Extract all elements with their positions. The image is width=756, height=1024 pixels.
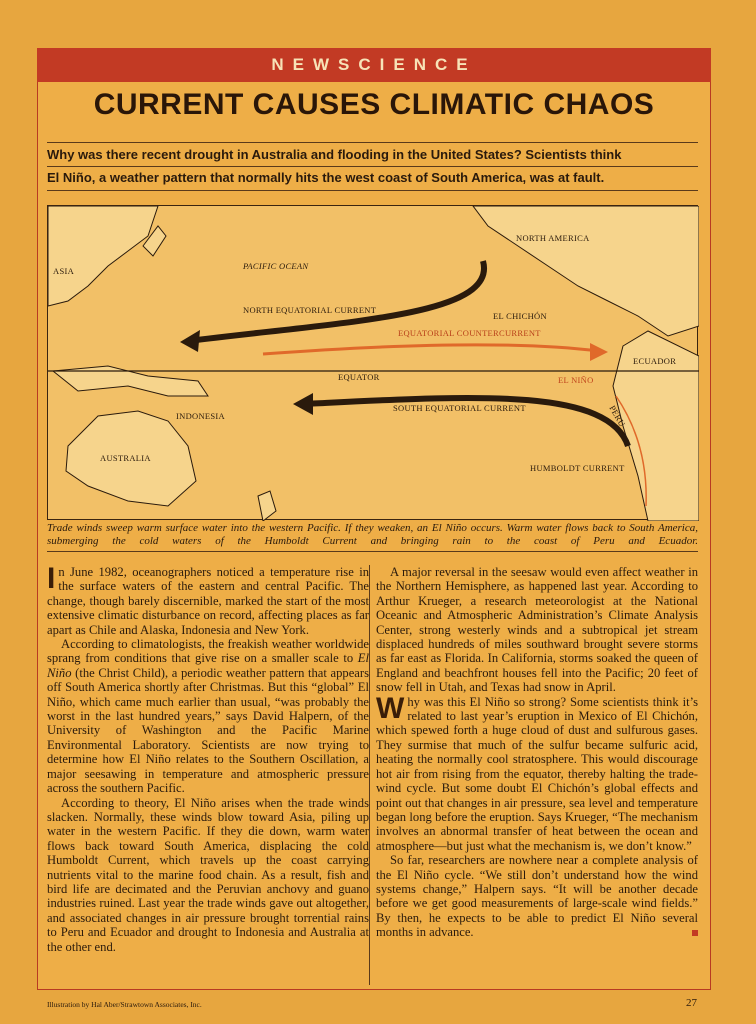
label-peru: PERU (607, 403, 628, 429)
drop-cap: W (376, 691, 405, 725)
label-el-chichon: EL CHICHÓN (493, 311, 547, 321)
label-australia: AUSTRALIA (100, 453, 151, 463)
label-north-equatorial-current: NORTH EQUATORIAL CURRENT (243, 305, 377, 315)
label-el-nino: EL NIÑO (558, 375, 594, 385)
paragraph (47, 637, 369, 795)
headline: CURRENT CAUSES CLIMATIC CHAOS (93, 88, 655, 121)
label-indonesia: INDONESIA (176, 411, 225, 421)
countercurrent-arrowhead (590, 343, 608, 361)
right-column (376, 565, 698, 940)
asia-land (48, 206, 158, 306)
north-equatorial-arrowhead (180, 330, 200, 352)
illustration-credit: Illustration by Hal Aber/Strawtown Associates, Inc. (47, 1000, 202, 1009)
countercurrent-arrow (263, 345, 598, 354)
paragraph: A major reversal in the seesaw would even affect weather in the Northern Hemisphere, as happened last year. According to Arthur Krueger, a research meteorologist at the National Oceanic and Atmospheric Administration’s Climate Analysis Center, strong westerly winds and a subtropical jet stream displaced hundreds of miles southward brought severe storms as far east as Florida. In California, storms soaked the queen of England and beachfront houses fell into the Pacific; 20 feet of snow fell in Utah, and Texas had snow in April. (376, 565, 698, 695)
left-column (47, 562, 369, 954)
page-number: 27 (686, 997, 697, 1009)
paragraph: According to theory, El Niño arises when the trade winds slacken. Normally, these winds blow toward Asia, piling up water in the western Pacific. If they die down, warm water flows back toward South America, displacing the cold Humboldt Current, which travels up the coast carrying nutrients vital to the marine food chain. As a result, fish and bird life are decimated and the Peruvian anchovy and guano industries ruined. Last year the trade winds gave out altogether, and associated changes in air pressure brought torrential rains to Peru and Ecuador and drought to Indonesia and Australia at the other end. (47, 795, 369, 954)
deck (47, 142, 698, 191)
map-caption: Trade winds sweep warm surface water into the western Pacific. If they weaken, an El Niño occurs. Warm water flows back to South America, submerging the cold waters of the Humboldt Current and bringing rain to the coast of Peru and Ecuador. (47, 522, 698, 552)
south-equatorial-arrowhead (293, 393, 313, 415)
paragraph-text: n June 1982, oceanographers noticed a temperature rise in the surface waters of the eastern and central Pacific. The change, though barely discernible, marked the start of the most extensive climatic disturbance on record, affecting places as far apart as Chile and Alaska, Indonesia and New York. (47, 565, 369, 637)
drop-cap: I (47, 562, 56, 595)
end-mark-icon (692, 930, 698, 936)
landmasses (48, 206, 699, 521)
new-zealand-land (258, 491, 276, 521)
label-equatorial-countercurrent: EQUATORIAL COUNTERCURRENT (398, 328, 541, 338)
paragraph-text: (the Christ Child), a periodic weather pattern that appears off South America shortly after Christmas. But this “global” El Niño, which came much earlier than usual, “was probably the worst in the last hundred years,” says David Halpern, of the University of Washington and the Pacific Marine Environmental Laboratory. Scientists are now trying to determine how El Niño relates to the Southern Oscillation, a major seesawing in temperature and atmospheric pressure across the southern Pacific. (47, 665, 369, 796)
deck-line: El Niño, a weather pattern that normally hits the west coast of South America, was at fault. (47, 170, 605, 185)
map-graphic (48, 206, 699, 521)
paragraph (47, 562, 369, 637)
paragraph-text: So far, researchers are nowhere near a complete analysis of the El Niño cycle. “We still don’t understand how the wind systems change,” Halpern says. “It will be another decade before we get good measurements of large-scale wind fields.” By then, he expects to be able to predict El Niño several months in advance. (376, 853, 698, 940)
paragraph-text: hy was this El Niño so strong? Some scientists think it’s related to last year’s eruption in Mexico of El Chichón, which spewed forth a huge cloud of dust and sulfurous gases. They surmise that much of the sulfur became sulfuric acid, heating the normally cool stratosphere. This would discourage hot air from rising from the equator, thereby halting the trade-wind cycle. But some doubt El Chichón’s global effects and point out that changes in air pressure, sea level and temperature began long before the eruption. Says Krueger, “The mechanism involves an abnormal transfer of heat between the ocean and atmosphere—but just what the mechanism is, we don’t know.” (376, 694, 698, 853)
paragraph-text: According to climatologists, the freakish weather worldwide sprang from conditions that give rise on a smaller scale to (47, 637, 369, 666)
label-ecuador: ECUADOR (633, 356, 677, 366)
label-equator: EQUATOR (338, 372, 380, 382)
section-banner: NEWSCIENCE (37, 48, 711, 82)
label-humboldt-current: HUMBOLDT CURRENT (530, 463, 625, 473)
emphasis-text: El Niño (47, 651, 369, 680)
pacific-current-map (47, 205, 698, 520)
label-pacific-ocean: PACIFIC OCEAN (243, 261, 309, 271)
paragraph (376, 853, 698, 939)
label-north-america: NORTH AMERICA (516, 233, 590, 243)
label-south-equatorial-current: SOUTH EQUATORIAL CURRENT (393, 403, 526, 413)
column-divider (369, 565, 370, 985)
deck-line: Why was there recent drought in Australia and flooding in the United States? Scientists think (47, 144, 698, 167)
label-asia: ASIA (53, 266, 75, 276)
paragraph (376, 691, 698, 853)
